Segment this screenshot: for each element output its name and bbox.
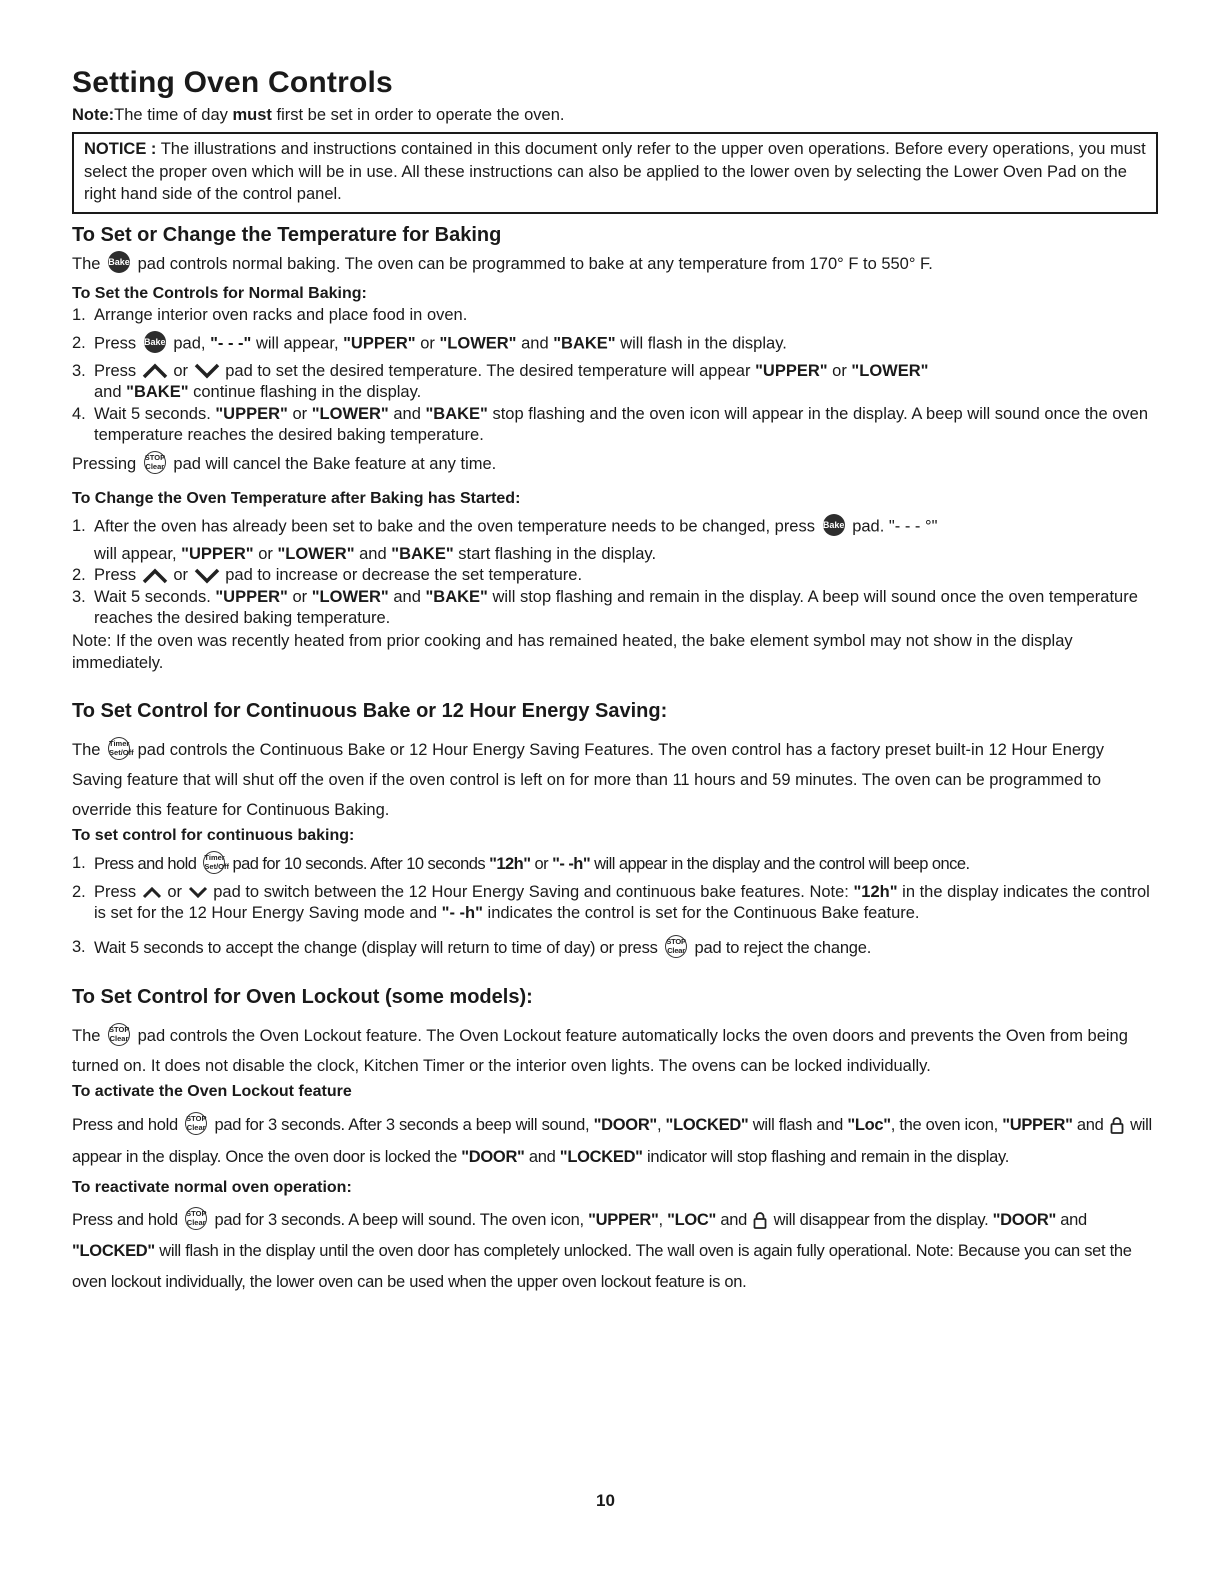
change-temp-subheading: To Change the Oven Temperature after Baking has Started: (72, 489, 521, 507)
up-arrow-icon (143, 364, 167, 378)
bake-intro: The Bake pad controls normal baking. The oven can be programmed to bake at any temperature from 170° F to 550° F. (72, 253, 1152, 276)
list-item: 3. Press or pad to set the desired temperature. The desired temperature will appear "UPPER" or "LOWER" and "BAKE" continue flashing in the display. (72, 361, 929, 402)
lockout-heading: To Set Control for Oven Lockout (some models): (72, 985, 533, 1008)
page-number: 10 (596, 1491, 615, 1510)
bake-heading: To Set or Change the Temperature for Baking (72, 223, 502, 246)
list-item: 3. Wait 5 seconds to accept the change (display will return to time of day) or press STOP Clear pad to reject the change. (72, 936, 872, 957)
bake-element-note: Note: If the oven was recently heated from prior cooking and has remained heated, the bake element symbol may not show in the display immediately. (72, 631, 1073, 672)
list-item: 2. Press Bake pad, "- - -" will appear, "UPPER" or "LOWER" and "BAKE" will flash in the display. (72, 333, 1152, 355)
down-arrow-icon (195, 364, 219, 378)
continuous-bake-heading: To Set Control for Continuous Bake or 12 Hour Energy Saving: (72, 699, 668, 722)
activate-lockout-subheading: To activate the Oven Lockout feature (72, 1082, 352, 1100)
up-arrow-icon (143, 887, 161, 898)
list-item: 1. Arrange interior oven racks and place food in oven. (72, 306, 468, 325)
notice-text: NOTICE : The illustrations and instructions contained in this document only refer to the upper oven operations. Before every operations, you must select the proper oven which will be in use. All these instructions can also be applied to the lower oven by selecting the Lower Oven Pad on the right hand side of the control panel. (84, 140, 1146, 203)
continuous-bake-intro: The Timer Set/Off pad controls the Continuous Bake or 12 Hour Energy Saving Features. The oven control has a factory preset built-in 12 Hour Energy Saving feature that will shut off the oven if the oven control is left on for more than 11 hours and 59 minutes. The oven can be programmed to override this feature for Continuous Baking. (72, 738, 1105, 819)
bake-pad-icon: Bake (823, 514, 845, 536)
continuous-baking-subheading: To set control for continuous baking: (72, 826, 355, 844)
page-title: Setting Oven Controls (72, 66, 393, 99)
stop-clear-pad-icon: STOP Clear (108, 1023, 130, 1046)
list-item: 4. Wait 5 seconds. "UPPER" or "LOWER" and "BAKE" stop flashing and the oven icon will appear in the display. A beep will sound once the oven temperature reaches the desired baking temperature. (72, 404, 1149, 445)
list-item: 1. After the oven has already been set to bake and the oven temperature needs to be changed, press Bake pad. "- - - °" will appear, "UPPER" or "LOWER" and "BAKE" start flashing in the display. (72, 516, 1152, 566)
bake-pad-icon: Bake (144, 331, 166, 353)
lock-icon (753, 1211, 767, 1229)
normal-baking-subheading: To Set the Controls for Normal Baking: (72, 285, 367, 303)
timer-set-off-pad-icon: Timer Set/Off (203, 851, 225, 874)
notice-box (72, 132, 1158, 214)
stop-clear-pad-icon: STOP Clear (185, 1112, 207, 1135)
reactivate-text: Press and hold STOP Clear pad for 3 seconds. A beep will sound. The oven icon, "UPPER", "LOC" and will disappear from the display. "DOOR" and "LOCKED" will flash in the display until the oven door has completely unlocked. The wall oven is again fully operational. Note: Because you can set the oven lockout individually, the lower oven can be used when the upper oven lockout feature is on. (72, 1208, 1132, 1291)
down-arrow-icon (189, 887, 207, 898)
manual-page (72, 66, 1152, 1298)
list-item: 1. Press and hold Timer Set/Off pad for 10 seconds. After 10 seconds "12h" or "- -h" will appear in the display and the control will beep once. (72, 852, 970, 873)
timer-set-off-pad-icon: Timer Set/Off (108, 737, 130, 760)
down-arrow-icon (195, 569, 219, 583)
stop-clear-pad-icon: STOP Clear (665, 935, 687, 958)
list-item: 2. Press or pad to switch between the 12 Hour Energy Saving and continuous bake features. Note: "12h" in the display indicates the control is set for the 12 Hour Energy Saving mode and "- -h" indicates the control is set for the Continuous Bake feature. (72, 882, 1150, 923)
list-item: 3. Wait 5 seconds. "UPPER" or "LOWER" and "BAKE" will stop flashing and remain in the display. A beep will sound once the oven temperature reaches the desired baking temperature. (72, 587, 1138, 628)
up-arrow-icon (143, 569, 167, 583)
stop-clear-pad-icon: STOP Clear (185, 1207, 207, 1230)
activate-lockout-text: Press and hold STOP Clear pad for 3 seconds. After 3 seconds a beep will sound, "DOOR", "LOCKED" will flash and "Loc", the oven icon, "UPPER" and will appear in the display. Once the oven door is locked the "DOOR" and "LOCKED" indicator will stop flashing and remain in the display. (72, 1113, 1152, 1166)
bake-pad-icon: Bake (108, 251, 130, 273)
lock-icon (1110, 1116, 1124, 1134)
cancel-bake-text: Pressing STOP Clear pad will cancel the Bake feature at any time. (72, 452, 497, 473)
stop-clear-pad-icon: STOP Clear (144, 451, 166, 474)
time-of-day-note: Note:The time of day must first be set in order to operate the oven. (72, 106, 565, 124)
lockout-intro: The STOP Clear pad controls the Oven Lockout feature. The Oven Lockout feature automatically locks the oven doors and prevents the Oven from being turned on. It does not disable the clock, Kitchen Timer or the interior oven lights. The ovens can be locked individually. (72, 1024, 1128, 1075)
list-item: 2. Press or pad to increase or decrease the set temperature. (72, 566, 583, 585)
reactivate-subheading: To reactivate normal oven operation: (72, 1178, 352, 1196)
